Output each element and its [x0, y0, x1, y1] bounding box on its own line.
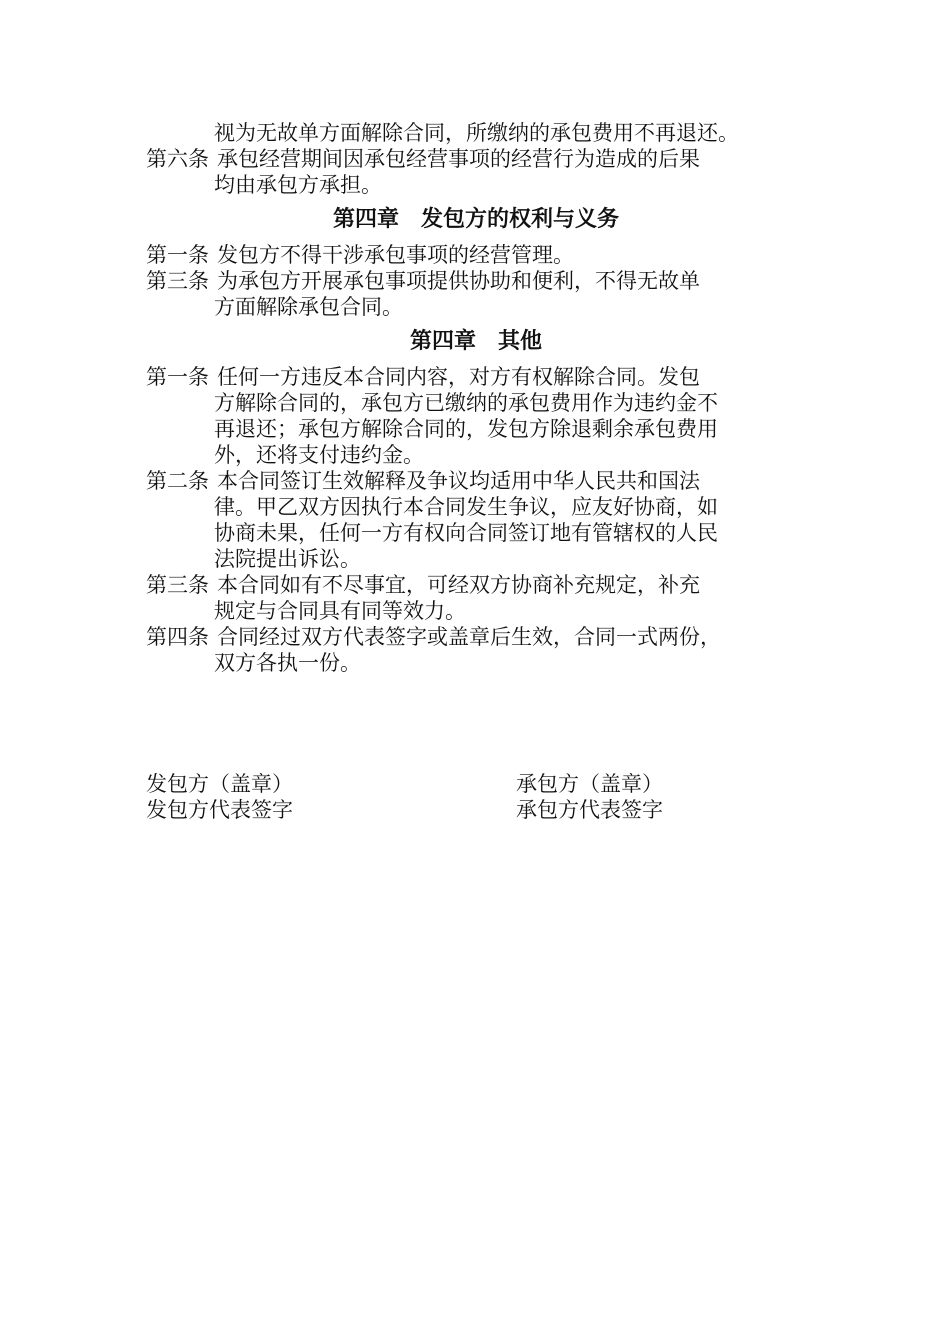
- article-label: 第四条: [146, 625, 209, 649]
- article-text: 合同经过双方代表签字或盖章后生效，合同一式两份，: [217, 625, 721, 649]
- contractor-rep-label: 承包方代表签字: [516, 798, 663, 822]
- article-3: [146, 268, 836, 320]
- article-text: 为承包方开展承包事项提供协助和便利，不得无故单: [217, 269, 700, 293]
- article-text: 发包方不得干涉承包事项的经营管理。: [217, 243, 574, 267]
- article-text: 均由承包方承担。: [214, 173, 382, 197]
- article-text: 规定与合同具有同等效力。: [214, 599, 466, 623]
- contract-body: [146, 120, 836, 676]
- article-text: 律。甲乙双方因执行本合同发生争议，应友好协商，如: [214, 495, 718, 519]
- article-text: 再退还；承包方解除合同的，发包方除退剩余承包费用: [214, 417, 718, 441]
- article-text: 方解除合同的，承包方已缴纳的承包费用作为违约金不: [214, 391, 718, 415]
- seal-row: [146, 771, 836, 797]
- article-label: 第六条: [146, 147, 209, 171]
- article-label: 第一条: [146, 243, 209, 267]
- article-text: 任何一方违反本合同内容，对方有权解除合同。发包: [217, 365, 700, 389]
- article-text: 承包经营期间因承包经营事项的经营行为造成的后果: [217, 147, 700, 171]
- article-label: 第三条: [146, 573, 209, 597]
- employer-rep-label: 发包方代表签字: [146, 798, 293, 822]
- article-text: 双方各执一份。: [214, 651, 361, 675]
- article-text: 外，还将支付违约金。: [214, 443, 424, 467]
- article-label: 第二条: [146, 469, 209, 493]
- article-six: [146, 146, 836, 198]
- representative-row: [146, 797, 836, 823]
- article-text: 方面解除承包合同。: [214, 295, 403, 319]
- article-1: [146, 242, 836, 268]
- article-1: [146, 364, 836, 468]
- chapter-title: 第四章 发包方的权利与义务: [332, 207, 619, 232]
- article-text: 本合同签订生效解释及争议均适用中华人民共和国法: [217, 469, 700, 493]
- continuation-line: 视为无故单方面解除合同，所缴纳的承包费用不再退还。: [214, 121, 739, 145]
- signature-block: [146, 771, 836, 823]
- article-label: 第一条: [146, 365, 209, 389]
- article-text: 法院提出诉讼。: [214, 547, 361, 571]
- employer-seal-label: 发包方（盖章）: [146, 772, 293, 796]
- article-4: [146, 624, 836, 676]
- contractor-seal-label: 承包方（盖章）: [516, 772, 663, 796]
- article-text: 本合同如有不尽事宜，可经双方协商补充规定，补充: [217, 573, 700, 597]
- article-3: [146, 572, 836, 624]
- article-2: [146, 468, 836, 572]
- article-text: 协商未果，任何一方有权向合同签订地有管辖权的人民: [214, 521, 718, 545]
- article-label: 第三条: [146, 269, 209, 293]
- chapter-title: 第四章 其他: [409, 329, 542, 354]
